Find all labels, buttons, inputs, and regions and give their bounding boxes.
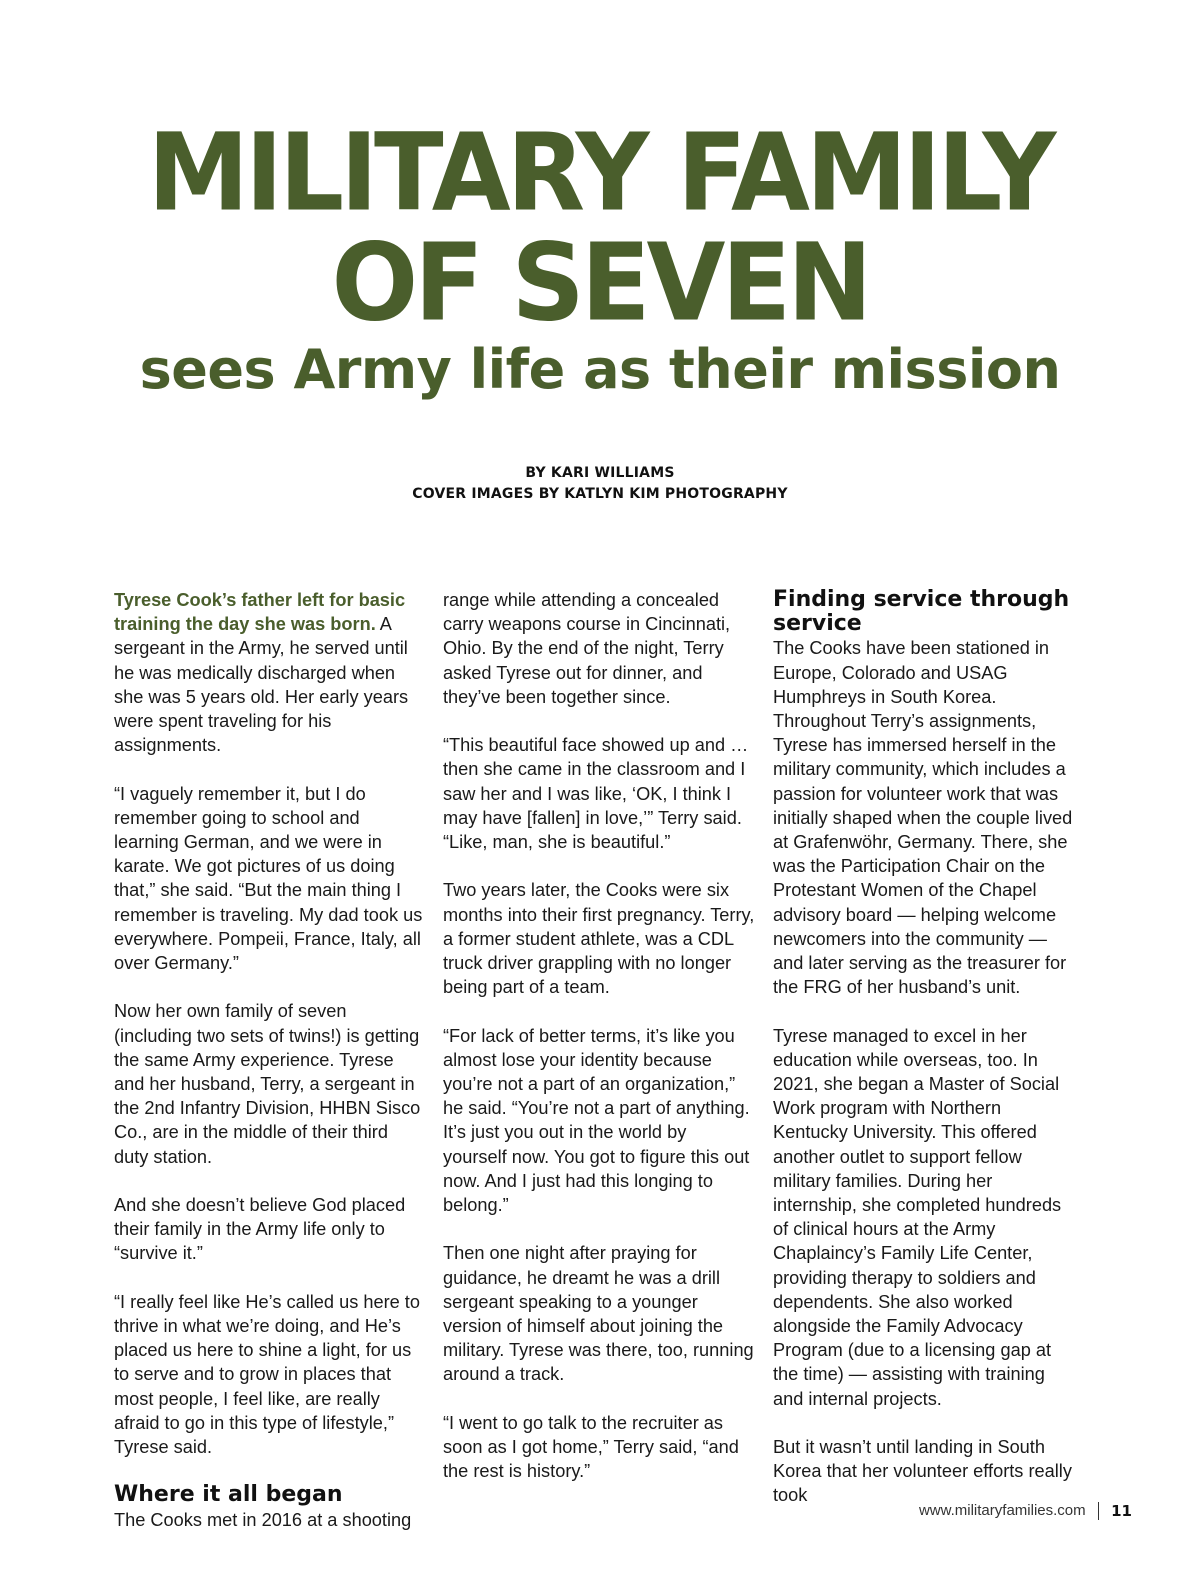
headline-line-2: OF SEVEN	[331, 221, 869, 346]
article-paragraph: “For lack of better terms, it’s like you almost lose your identity because you’re not a part of an organization,” he said. “You’re not a part of anything. It’s just you out in the world by yourself now. You got to figure this out now. And I just had this longing to belong.”	[443, 1025, 750, 1216]
article-paragraph: The Cooks met in 2016 at a shooting	[114, 1509, 412, 1530]
article-paragraph: “I really feel like He’s called us here to thrive in what we’re doing, and He’s placed us here to shine a light, for us to serve and to grow in places that most people, I feel like, are really afraid to go in this type of lifestyle,” Tyrese said.	[114, 1291, 420, 1458]
byline	[0, 463, 1200, 505]
article-paragraph: Two years later, the Cooks were six months into their first pregnancy. Terry, a former student athlete, was a CDL truck driver grappling with no longer being part of a team.	[443, 880, 755, 998]
article-paragraph: Now her own family of seven (including two sets of twins!) is getting the same Army experience. Tyrese and her husband, Terry, a sergeant in the 2nd Infantry Division, HHBN Sisco Co., are in the middle of their third duty station.	[114, 1001, 421, 1167]
footer-website: www.militaryfamilies.com	[918, 1502, 1086, 1519]
article-paragraph: Tyrese managed to excel in her education while overseas, too. In 2021, she began a Master of Social Work program with Northern Kentucky University. This offered another outlet to support fellow military families. During her internship, she completed hundreds of clinical hours at the Army Chaplaincy’s Family Life Center, providing therapy to soldiers and dependents. She also worked alongside the Family Advocacy Program (due to a licensing gap at the time) — assisting with training and internal projects.	[773, 1025, 1062, 1409]
article-paragraph: And she doesn’t believe God placed their family in the Army life only to “survive it.”	[114, 1195, 406, 1264]
section-heading-finding-service: Finding service through service	[773, 587, 1070, 637]
byline-author: BY KARI WILLIAMS	[525, 465, 675, 481]
article-paragraph: “I went to go talk to the recruiter as soon as I got home,” Terry said, “and the rest is history.”	[443, 1412, 739, 1482]
article-paragraph: The Cooks have been stationed in Europe, Colorado and USAG Humphreys in South Korea. Throughout Terry’s assignments, Tyrese has immersed herself in the military community, which includes a passion for volunteer work that was initially shaped when the couple lived at Grafenwöhr, Germany. There, she was the Participation Chair on the Protestant Women of the Chapel advisory board — helping welcome newcomers into the community — and later serving as the treasurer for the FRG of her husband’s unit.	[773, 638, 1073, 998]
article-paragraph	[114, 588, 426, 757]
section-heading-where-it-all-began: Where it all began	[114, 1482, 343, 1508]
article-paragraph: But it wasn’t until landing in South Korea that her volunteer efforts really took	[773, 1437, 1072, 1506]
article-column-2	[443, 588, 755, 1483]
article-column-3	[773, 588, 1079, 1508]
byline-photo-credit: COVER IMAGES BY KATLYN KIM PHOTOGRAPHY	[412, 486, 788, 502]
article-column-1	[114, 588, 426, 1532]
headline-subtitle: sees Army life as their mission	[139, 338, 1061, 401]
headline-line-1: MILITARY FAMILY	[147, 111, 1053, 236]
lead-sentence: Tyrese Cook’s father left for basic training the day she was born.	[114, 590, 406, 635]
article-paragraph: range while attending a concealed carry weapons course in Cincinnati, Ohio. By the end of the night, Terry asked Tyrese out for dinner, and they’ve been together since.	[443, 590, 731, 707]
article-paragraph: Then one night after praying for guidance, he dreamt he was a drill sergeant speaking to a younger version of himself about joining the military. Tyrese was there, too, running around a track.	[443, 1243, 754, 1385]
page-number: 11	[1111, 1502, 1132, 1520]
page-footer	[919, 1501, 1132, 1521]
article-paragraph: “This beautiful face showed up and … then she came in the classroom and I saw her and I was like, ‘OK, I think I may have [fallen] in love,’” Terry said. “Like, man, she is beautiful.”	[443, 735, 749, 853]
paragraph-text: A sergeant in the Army, he served until he was medically discharged when she was 5 years old. Her early years were spent traveling for his assignments.	[114, 614, 409, 756]
footer-divider	[1098, 1502, 1100, 1520]
article-paragraph: “I vaguely remember it, but I do remember going to school and learning German, and we were in karate. We got pictures of us doing that,” she said. “But the main thing I remember is traveling. My dad took us everywhere. Pompeii, France, Italy, all over Germany.”	[114, 783, 423, 974]
